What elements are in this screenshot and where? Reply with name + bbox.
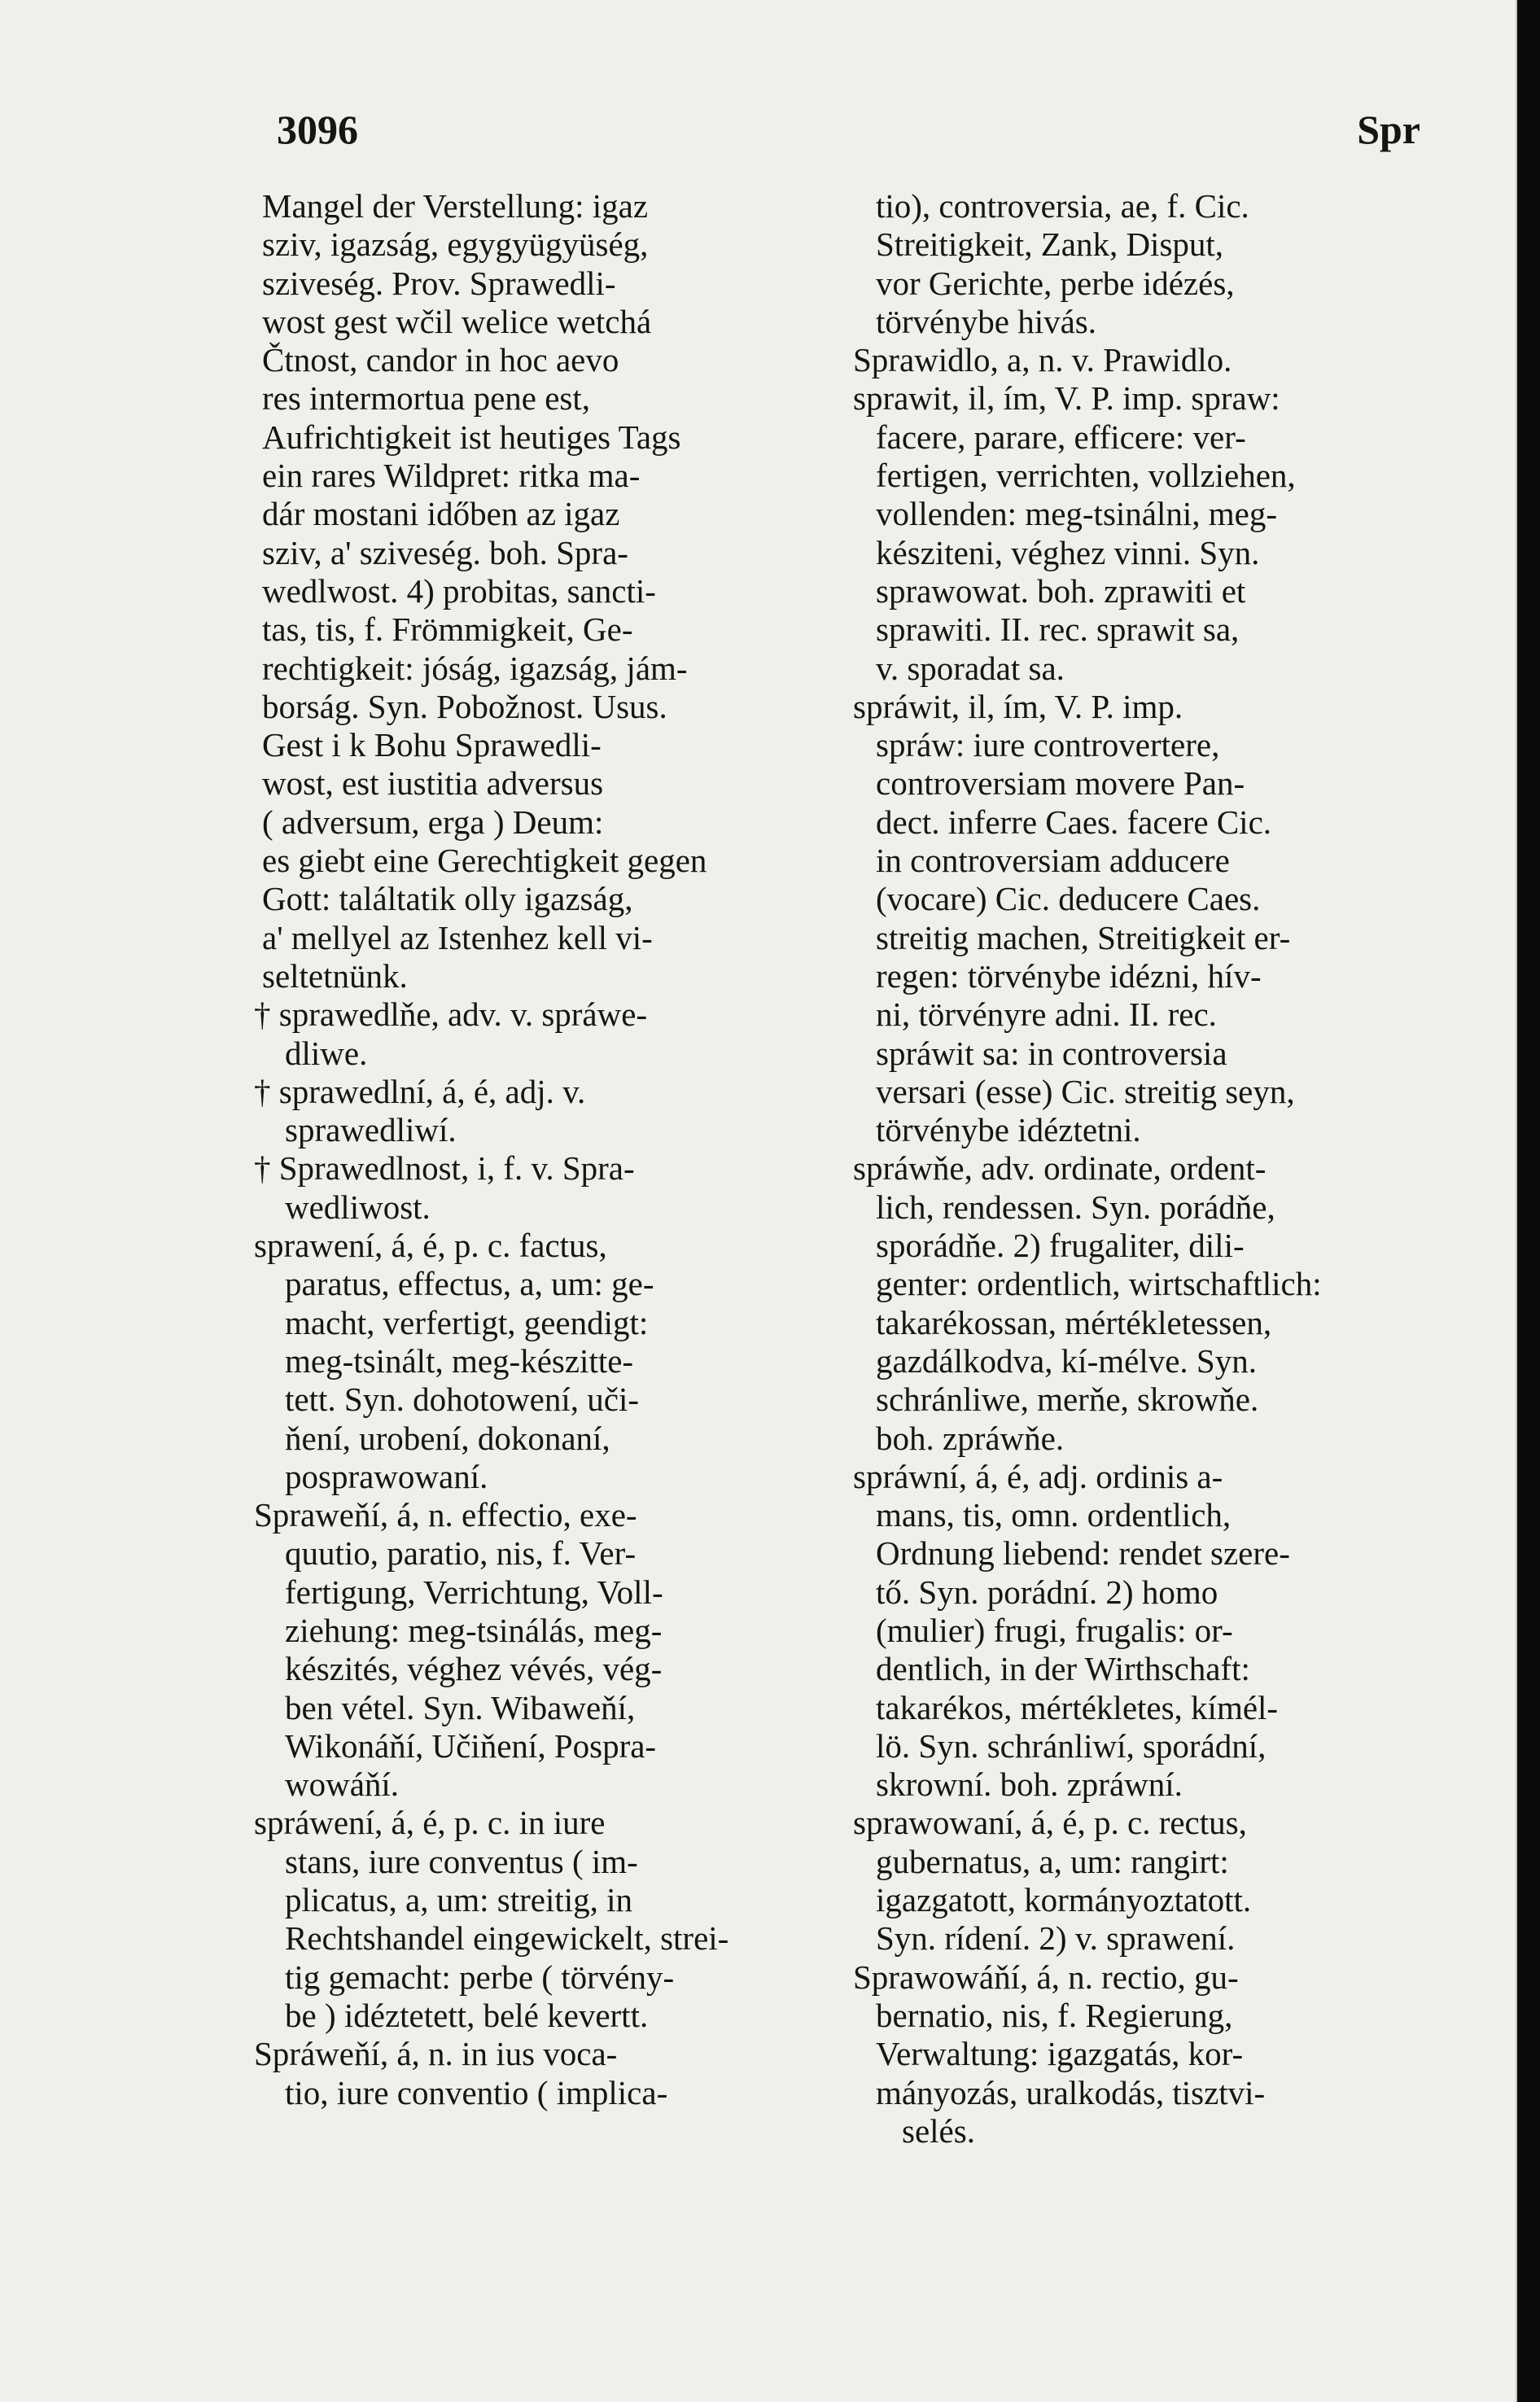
entry-line: Spraweňí, á, n. effectio, exe- [254, 1496, 637, 1534]
entry-line: spráwní, á, é, adj. ordinis a- [853, 1457, 1223, 1495]
entry-line: sziv, igazság, egygyügyüség, [262, 225, 649, 264]
entry-line: posprawowaní. [285, 1457, 488, 1495]
entry-line: plicatus, a, um: streitig, in [285, 1881, 633, 1919]
entry-line: tas, tis, f. Frömmigkeit, Ge- [262, 610, 633, 649]
entry-line: tő. Syn. porádní. 2) homo [876, 1573, 1218, 1611]
guide-word: Spr [1357, 107, 1420, 152]
entry-line: wowáňí. [285, 1765, 400, 1804]
entry-line: dár mostani időben az igaz [262, 495, 620, 533]
entry-line: Mangel der Verstellung: igaz [262, 187, 649, 225]
entry-line: fertigen, verrichten, vollziehen, [876, 457, 1296, 495]
entry-line: sprawedliwí. [285, 1111, 457, 1149]
entry-line: versari (esse) Cic. streitig seyn, [876, 1072, 1295, 1110]
entry-line: v. sporadat sa. [876, 649, 1065, 687]
entry-line: lich, rendessen. Syn. porádňe, [876, 1188, 1275, 1226]
entry-line: † sprawedlní, á, é, adj. v. [254, 1072, 586, 1110]
right-column [853, 187, 1431, 2150]
entry-line: Syn. rídení. 2) v. sprawení. [876, 1919, 1236, 1958]
entry-line: ein rares Wildpret: ritka ma- [262, 457, 641, 495]
entry-line: wost gest wčil welice wetchá [262, 302, 652, 340]
entry-line: ben vétel. Syn. Wibaweňí, [285, 1688, 636, 1726]
entry-line: készités, véghez vévés, vég- [285, 1650, 663, 1688]
entry-line: bernatio, nis, f. Regierung, [876, 1996, 1233, 2034]
entry-line: törvénybe idéztetni. [876, 1111, 1141, 1149]
entry-line: spráwňe, adv. ordinate, ordent- [853, 1149, 1267, 1188]
entry-line: es giebt eine Gerechtigkeit gegen [262, 842, 707, 880]
entry-line: gubernatus, a, um: rangirt: [876, 1842, 1229, 1880]
entry-line: seltetnünk. [262, 956, 408, 995]
entry-line: tio, iure conventio ( implica- [285, 2073, 668, 2111]
entry-line: sprawowat. boh. zprawiti et [876, 571, 1246, 610]
entry-line: sziv, a' sziveség. boh. Spra- [262, 533, 628, 571]
entry-line: igazgatott, kormányoztatott. [876, 1881, 1252, 1919]
entry-line: sziveség. Prov. Sprawedli- [262, 264, 616, 302]
entry-line: spráwit sa: in controversia [876, 1034, 1227, 1072]
entry-line: sprawowaní, á, é, p. c. rectus, [853, 1804, 1247, 1842]
entry-line: selés. [902, 2111, 975, 2150]
entry-line: Gest i k Bohu Sprawedli- [262, 726, 602, 764]
entry-line: vor Gerichte, perbe idézés, [876, 264, 1235, 302]
entry-line: spráwení, á, é, p. c. in iure [254, 1804, 606, 1842]
entry-line: Gott: találtatik olly igazság, [262, 880, 633, 918]
entry-line: ziehung: meg-tsinálás, meg- [285, 1611, 663, 1649]
entry-line: mans, tis, omn. ordentlich, [876, 1496, 1232, 1534]
entry-line: Wikonáňí, Učiňení, Pospra- [285, 1726, 657, 1765]
entry-line: tett. Syn. dohotowení, uči- [285, 1380, 640, 1419]
entry-line: dentlich, in der Wirthschaft: [876, 1650, 1250, 1688]
entry-line: Spráweňí, á, n. in ius voca- [254, 2035, 618, 2073]
entry-line: paratus, effectus, a, um: ge- [285, 1265, 654, 1303]
entry-line: stans, iure conventus ( im- [285, 1842, 638, 1880]
entry-line: (vocare) Cic. deducere Caes. [876, 880, 1261, 918]
entry-line: meg-tsinált, meg-készitte- [285, 1341, 634, 1380]
entry-line: késziteni, véghez vinni. Syn. [876, 533, 1260, 571]
entry-line: lö. Syn. schránliwí, sporádní, [876, 1726, 1267, 1765]
entry-line: be ) idéztetett, belé kevertt. [285, 1996, 649, 2034]
entry-line: sprawiti. II. rec. sprawit sa, [876, 610, 1240, 649]
entry-line: macht, verfertigt, geendigt: [285, 1303, 649, 1341]
entry-line: Ordnung liebend: rendet szere- [876, 1534, 1290, 1573]
entry-line: ňení, urobení, dokonaní, [285, 1419, 610, 1457]
entry-line: törvénybe hivás. [876, 302, 1096, 340]
entry-line: ( adversum, erga ) Deum: [262, 803, 604, 841]
entry-line: † Sprawedlnost, i, f. v. Spra- [254, 1149, 635, 1188]
left-column [254, 187, 816, 2112]
entry-line: regen: törvénybe idézni, hív- [876, 956, 1262, 995]
entry-line: mányozás, uralkodás, tisztvi- [876, 2073, 1266, 2111]
entry-line: Aufrichtigkeit ist heutiges Tags [262, 418, 681, 456]
entry-line: † sprawedlňe, adv. v. spráwe- [254, 995, 648, 1034]
entry-line: spráwit, il, ím, V. P. imp. [853, 687, 1183, 725]
entry-line: gazdálkodva, kí-mélve. Syn. [876, 1341, 1257, 1380]
entry-line: vollenden: meg-tsinálni, meg- [876, 495, 1278, 533]
entry-line: Čtnost, candor in hoc aevo [262, 341, 619, 379]
entry-line: dect. inferre Caes. facere Cic. [876, 803, 1272, 841]
entry-line: boh. zpráwňe. [876, 1419, 1065, 1457]
entry-line: skrowní. boh. zpráwní. [876, 1765, 1183, 1804]
entry-line: (mulier) frugi, frugalis: or- [876, 1611, 1233, 1649]
entry-line: in controversiam adducere [876, 842, 1230, 880]
entry-line: facere, parare, efficere: ver- [876, 418, 1246, 456]
entry-line: wedliwost. [285, 1188, 431, 1226]
entry-line: takarékossan, mértékletessen, [876, 1303, 1272, 1341]
entry-line: dliwe. [285, 1034, 368, 1072]
entry-line: Sprawowáňí, á, n. rectio, gu- [853, 1958, 1239, 1996]
entry-line: takarékos, mértékletes, kímél- [876, 1688, 1279, 1726]
entry-line: quutio, paratio, nis, f. Ver- [285, 1534, 637, 1573]
entry-line: Sprawidlo, a, n. v. Prawidlo. [853, 341, 1232, 379]
entry-line: a' mellyel az Istenhez kell vi- [262, 918, 653, 956]
entry-line: wedlwost. 4) probitas, sancti- [262, 571, 656, 610]
entry-line: Rechtshandel eingewickelt, strei- [285, 1919, 729, 1958]
entry-line: genter: ordentlich, wirtschaftlich: [876, 1265, 1322, 1303]
page-number: 3096 [277, 107, 358, 152]
entry-line: rechtigkeit: jóság, igazság, jám- [262, 649, 688, 687]
entry-line: wost, est iustitia adversus [262, 764, 604, 803]
entry-line: ni, törvényre adni. II. rec. [876, 995, 1217, 1034]
entry-line: streitig machen, Streitigkeit er- [876, 918, 1291, 956]
entry-line: sprawit, il, ím, V. P. imp. spraw: [853, 379, 1280, 418]
page-header [277, 106, 1420, 163]
entry-line: controversiam movere Pan- [876, 764, 1245, 803]
entry-line: schránliwe, merňe, skrowňe. [876, 1380, 1259, 1419]
entry-line: borság. Syn. Pobožnost. Usus. [262, 687, 667, 725]
entry-line: sprawení, á, é, p. c. factus, [254, 1227, 607, 1265]
entry-line: tio), controversia, ae, f. Cic. [876, 187, 1249, 225]
entry-line: tig gemacht: perbe ( törvény- [285, 1958, 675, 1996]
entry-line: res intermortua pene est, [262, 379, 591, 418]
entry-line: fertigung, Verrichtung, Voll- [285, 1573, 663, 1611]
entry-line: Verwaltung: igazgatás, kor- [876, 2035, 1244, 2073]
entry-line: sporádňe. 2) frugaliter, dili- [876, 1227, 1245, 1265]
entry-line: spráw: iure controvertere, [876, 726, 1220, 764]
entry-line: Streitigkeit, Zank, Disput, [876, 225, 1224, 264]
